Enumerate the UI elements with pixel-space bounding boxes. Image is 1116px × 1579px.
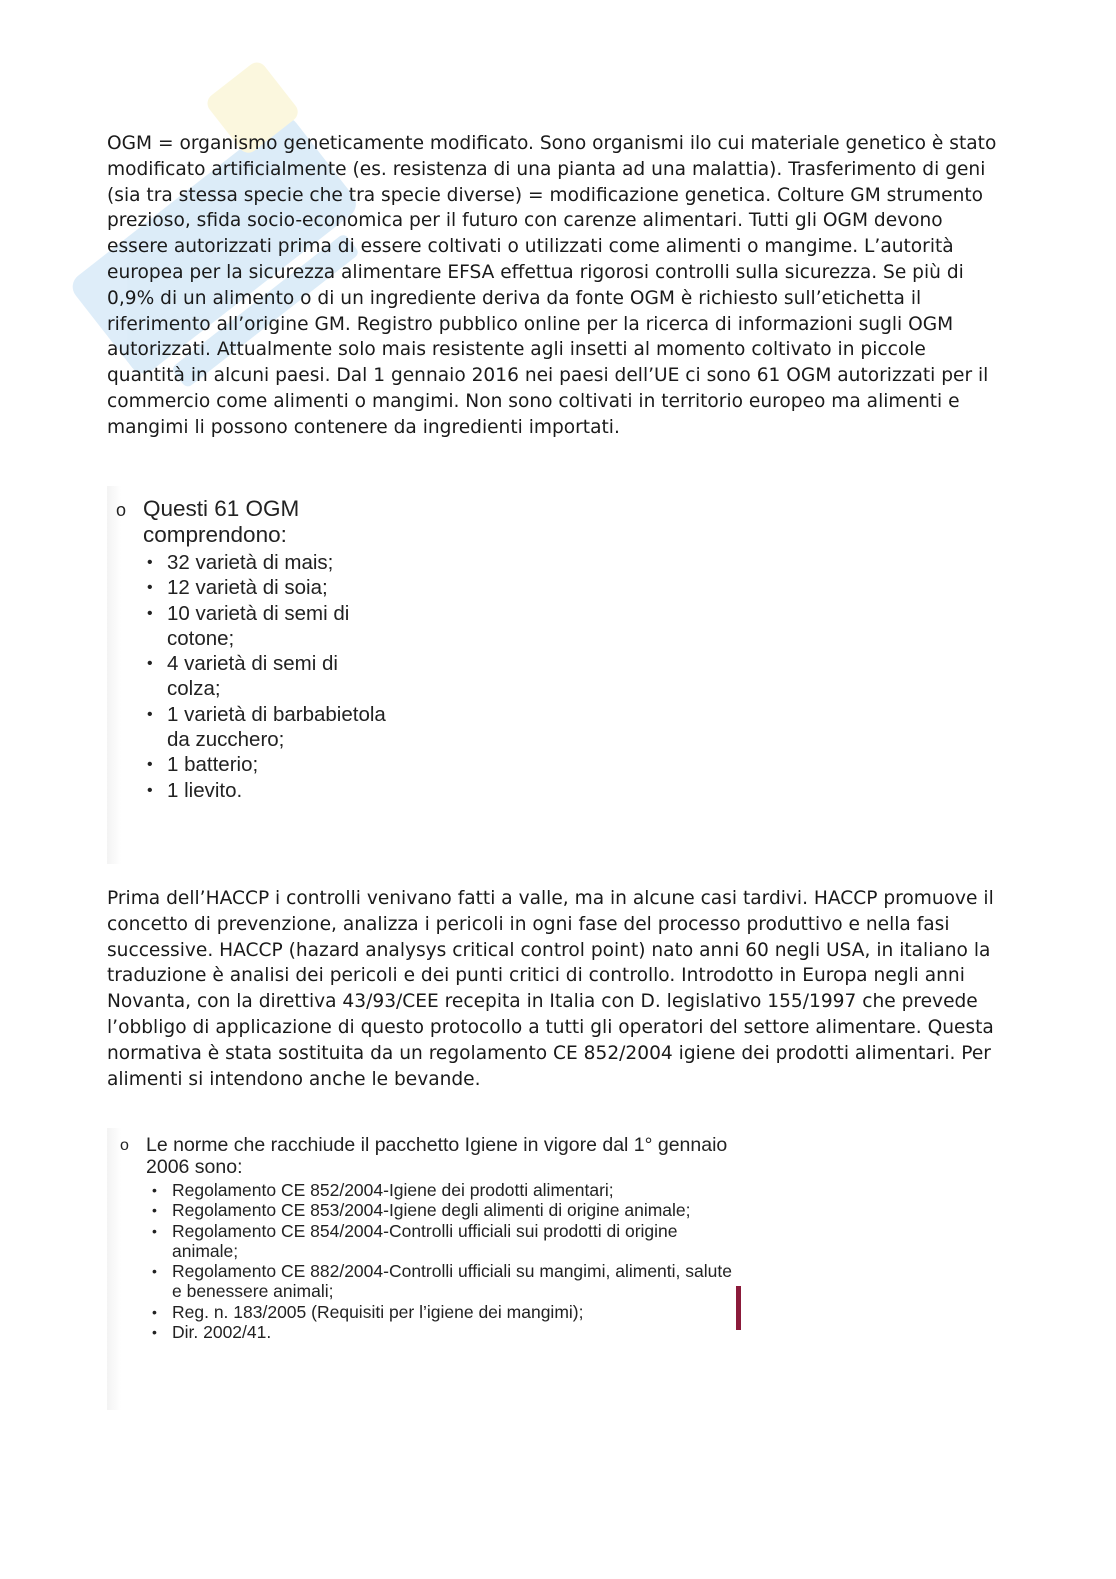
paragraph-haccp: Prima dell’HACCP i controlli venivano fatti a valle, ma in alcune casi tardivi. HACCP promuove il concetto di prevenzione, analizza i pericoli in ogni fase del processo produttivo e nella fasi successive. HACCP (hazard analysys critical control point) nato anni 60 negli USA, in italiano la traduzione è analisi dei pericoli e dei punti critici di controllo. Introdotto in Europa negli anni Novanta, con la direttiva 43/93/CEE recepita in Italia con D. legislativo 155/1997 che prevede l’obbligo di applicazione di questo protocollo a tutti gli operatori del settore alimentare. Questa normativa è stata sostituita da un regolamento CE 852/2004 igiene dei prodotti alimentari. Per alimenti si intendono anche le bevande. — [107, 888, 994, 1090]
list-item: • 32 varietà di mais; — [147, 550, 387, 575]
ogm-list — [147, 550, 387, 803]
list-item: • Regolamento CE 852/2004-Igiene dei prodotti alimentari; — [152, 1180, 737, 1200]
list-item: • Regolamento CE 882/2004-Controlli ufficiali su mangimi, alimenti, salute e benessere animali; — [152, 1261, 737, 1302]
slide-heading: Questi 61 OGM comprendono: — [143, 496, 300, 547]
list-item: • 1 varietà di barbabietola da zucchero; — [147, 702, 387, 753]
list-item: • Regolamento CE 854/2004-Controlli ufficiali sui prodotti di origine animale; — [152, 1221, 737, 1262]
slide-image-ogm-list — [107, 486, 387, 864]
list-item: • 10 varietà di semi di cotone; — [147, 601, 387, 652]
list-item: • 1 lievito. — [147, 778, 387, 803]
paragraph-ogm: OGM = organismo geneticamente modificato. Sono organismi ilo cui materiale genetico è stato modificato artificialmente (es. resistenza di una pianta ad una malattia). Trasferimento di geni (sia tra stessa specie che tra specie diverse) = modificazione genetica. Colture GM strumento prezioso, sfida socio-economica per il futuro con carenze alimentari. Tutti gli OGM devono essere autorizzati prima di essere coltivati o utilizzati come alimenti o mangime. L’autorità europea per la sicurezza alimentare EFSA effettua rigorosi controlli sulla sicurezza. Se più di 0,9% di un alimento o di un ingrediente deriva da fonte OGM è richiesto sull’etichetta il riferimento all’origine GM. Registro pubblico online per la ricerca di informazioni sugli OGM autorizzati. Attualmente solo mais resistente agli insetti al momento coltivato in piccole quantità in alcuni paesi. Dal 1 gennaio 2016 nei paesi dell’UE ci sono 61 OGM autorizzati per il commercio come alimenti o mangimi. Non sono coltivati in territorio europeo ma alimenti e mangimi li possono contenere da ingredienti importati. — [107, 133, 997, 438]
slide-bullet: o — [120, 1137, 129, 1154]
norms-list — [152, 1180, 737, 1342]
slide-image-hygiene-norms — [107, 1128, 743, 1410]
list-item: • Regolamento CE 853/2004-Igiene degli alimenti di origine animale; — [152, 1200, 737, 1220]
list-item: • 12 varietà di soia; — [147, 575, 387, 600]
list-item: • 4 varietà di semi di colza; — [147, 651, 387, 702]
list-item: • Dir. 2002/41. — [152, 1322, 737, 1342]
slide-heading: Le norme che racchiude il pacchetto Igiene in vigore dal 1° gennaio 2006 sono: — [146, 1134, 728, 1178]
list-item: • 1 batterio; — [147, 752, 387, 777]
list-item: • Reg. n. 183/2005 (Requisiti per l’igiene dei mangimi); — [152, 1302, 737, 1322]
accent-bar — [736, 1286, 741, 1330]
slide-bullet: o — [116, 500, 127, 520]
